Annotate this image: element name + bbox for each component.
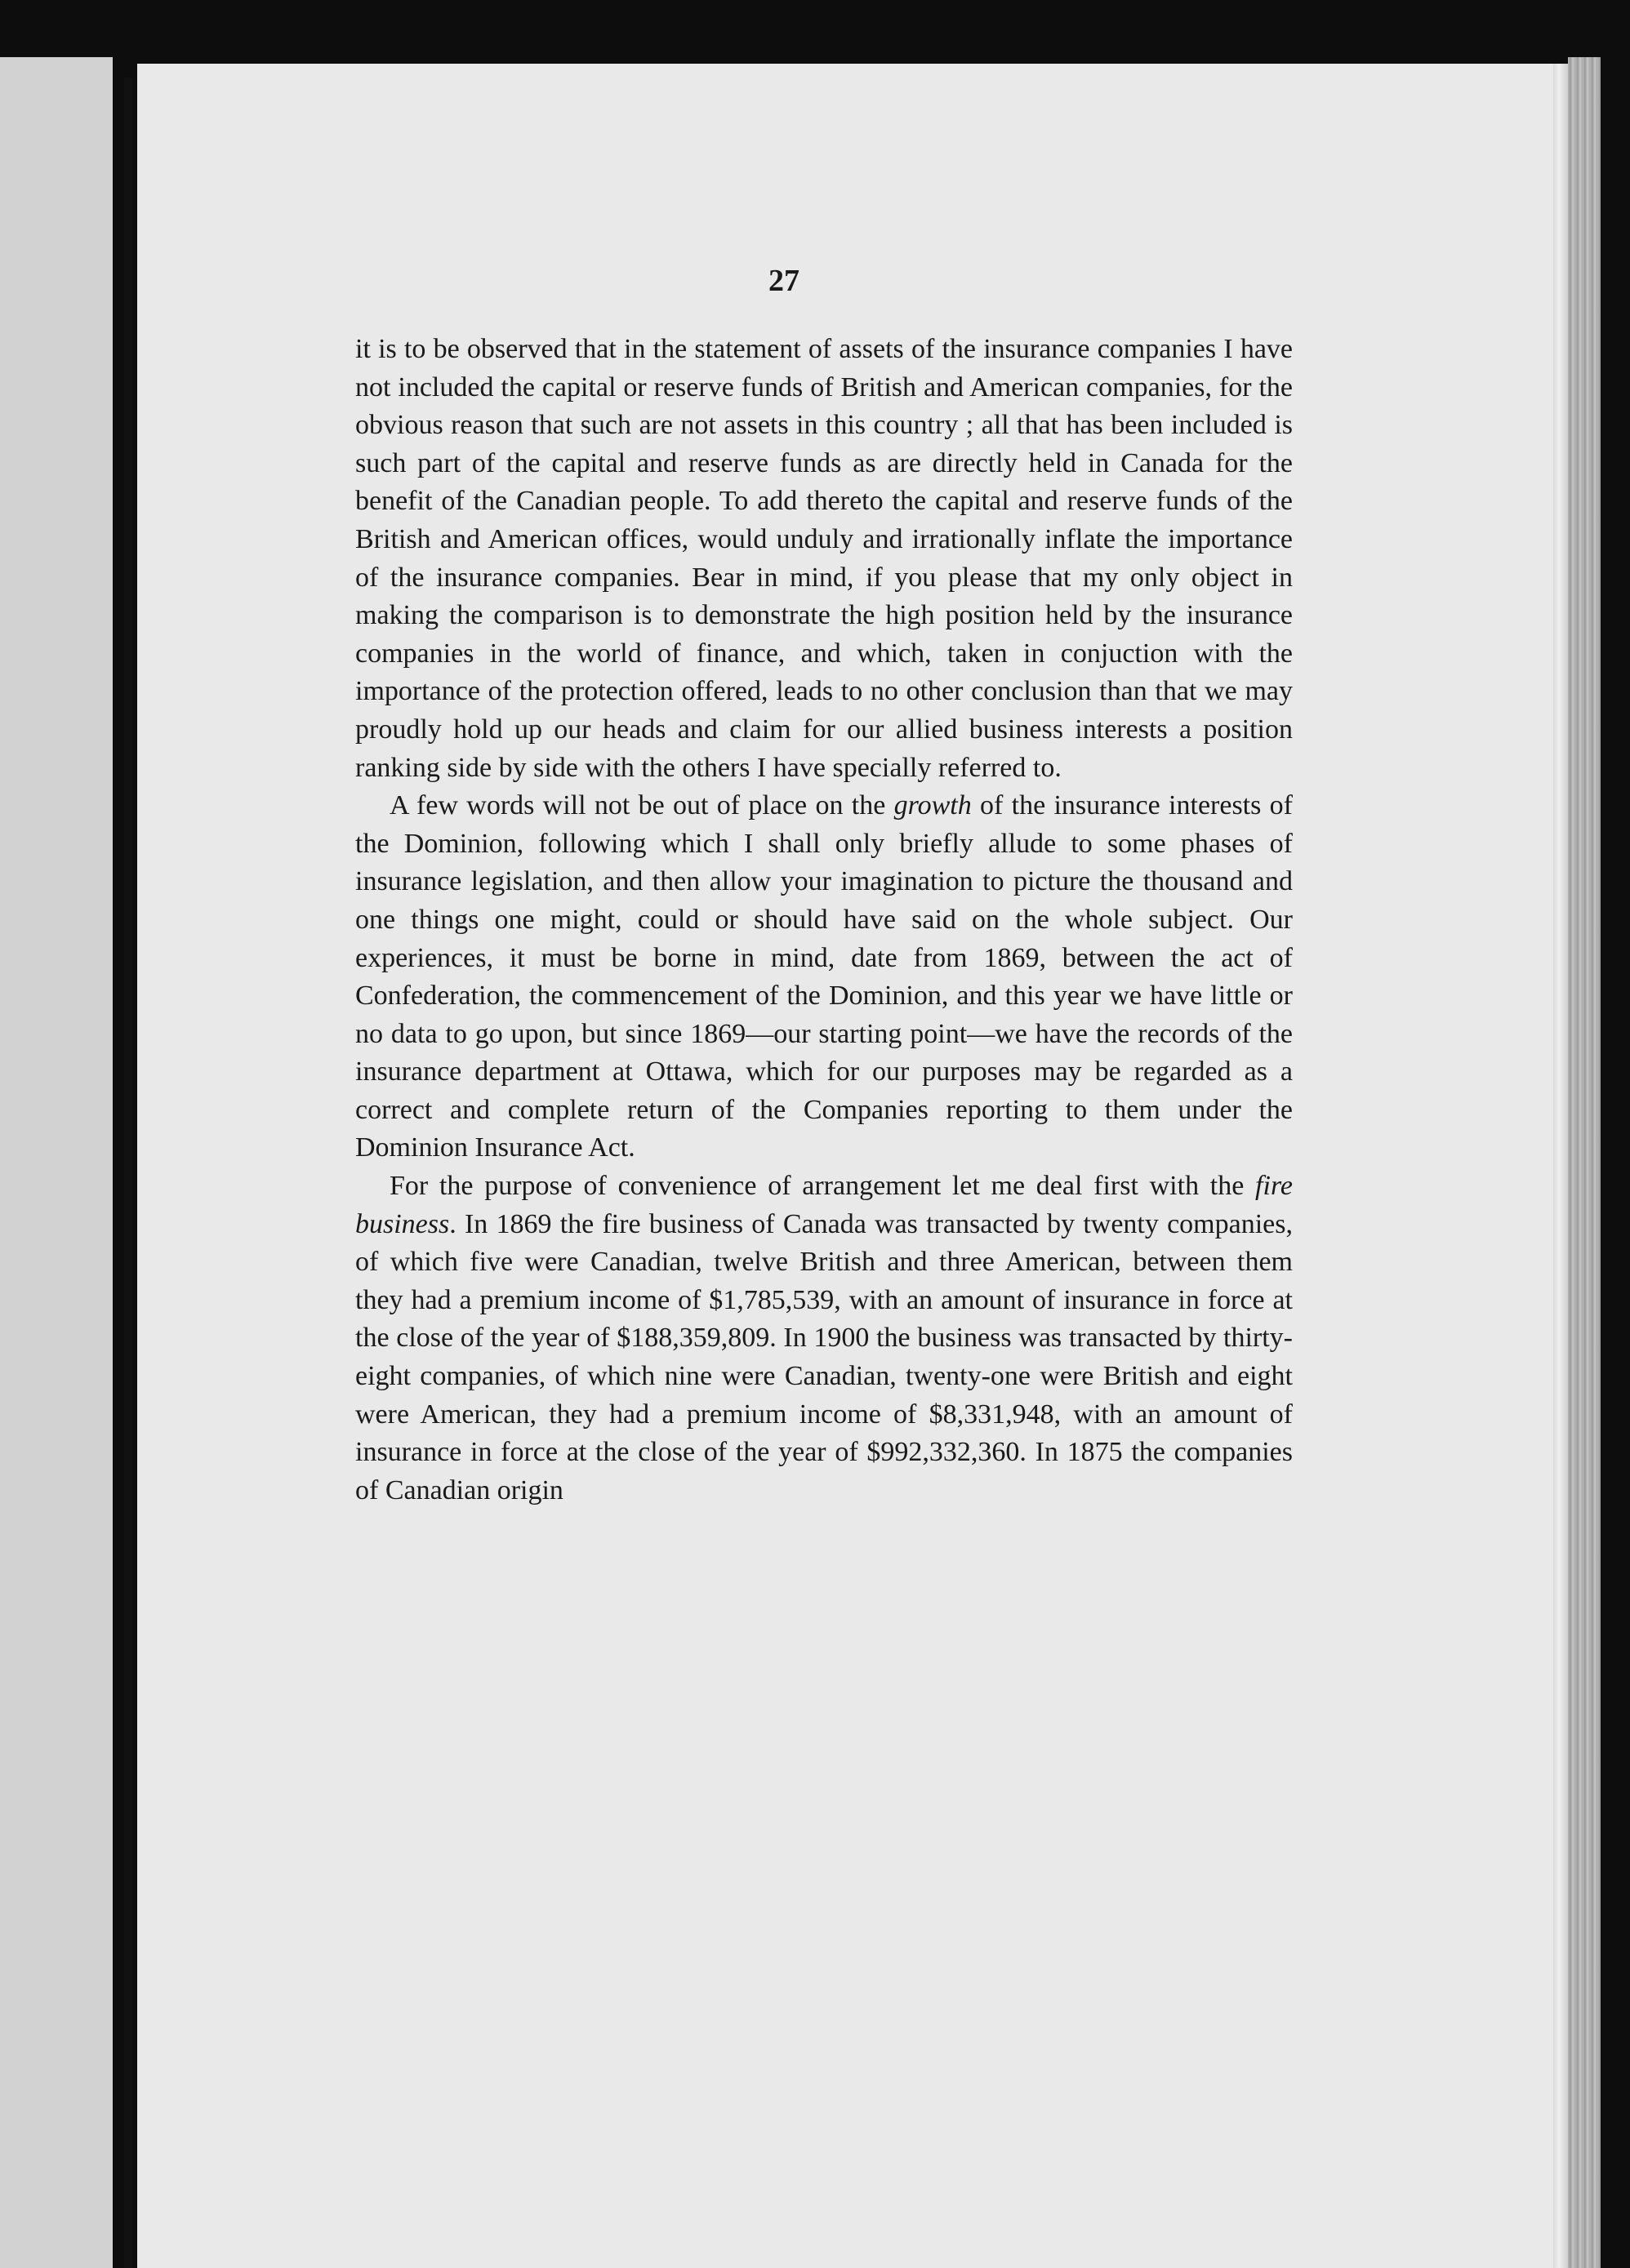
text-run: For the purpose of convenience of arrangement let me deal first with the xyxy=(390,1171,1256,1202)
page-number: 27 xyxy=(768,264,799,298)
page-stack-edges xyxy=(1568,57,1601,2268)
paragraph-2 xyxy=(355,787,1293,1167)
italic-phrase: fire business xyxy=(355,1171,1293,1239)
paragraph-1 xyxy=(355,331,1293,787)
body-text xyxy=(355,331,1293,1510)
binding-gutter-line xyxy=(124,78,132,2268)
text-run: . In 1869 the fire business of Canada was transacted by twenty companies, of which five were Canadian, twelve British and three American, between them they had a premium income of $1,785,539, with an amount of insurance in force at the close of the year of $188,359,809. In 1900 the business was transacted by thirty-eight companies, of which nine were Canadian, twenty-one were British and eight were American, they had a premium income of $8,331,948, with an amount of insurance in force at the close of the year of $992,332,360. In 1875 the companies of Canadian origin xyxy=(355,1208,1293,1505)
text-run: A few words will not be out of place on the xyxy=(390,790,894,821)
italic-phrase: growth xyxy=(893,790,972,821)
text-run: of the insurance interests of the Dominion, following which I shall only briefly allude to some phases of insurance legislation, and then allow your imagination to picture the thousand and one things one might, could or should have said on the whole subject. Our experiences, it must be borne in mind, date from 1869, between the act of Confederation, the commencement of the Dominion, and this year we have little or no data to go upon, but since 1869—our starting point—we have the records of the insurance department at Ottawa, which for our purposes may be regarded as a correct and complete return of the Companies reporting to them under the Dominion Insurance Act. xyxy=(355,790,1293,1163)
page-right-edge xyxy=(1553,64,1568,2268)
text-run: it is to be observed that in the statement of assets of the insurance companies I have not included the capital or reserve funds of British and American companies, for the obvious reason that such are not assets in this country ; all that has been included is such part of the capital and reserve funds as are directly held in Canada for the benefit of the Canadian people. To add thereto the capital and reserve funds of the British and American offices, would unduly and irrationally inflate the importance of the insurance companies. Bear in mind, if you please that my only object in making the comparison is to demonstrate the high position held by the insurance companies in the world of finance, and which, taken in conjuction with the importance of the protection offered, leads to no other conclusion than that we may proudly hold up our heads and claim for our allied business interests a position ranking side by side with the others I have specially referred to. xyxy=(355,334,1293,783)
paragraph-3 xyxy=(355,1167,1293,1510)
facing-page-edge xyxy=(0,57,113,2268)
